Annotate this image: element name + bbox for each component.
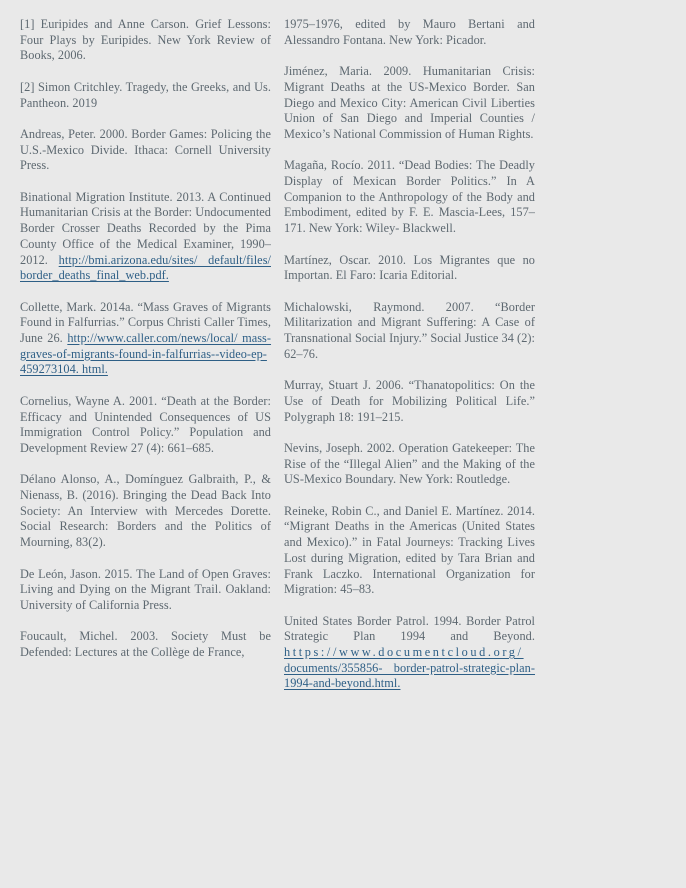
reference-link-caller[interactable]: http://www.caller.com/news/local/ mass-graves-of-migrants-found-in-falfurrias--video-ep-459273104. html. — [20, 331, 272, 377]
reference-text: Foucault, Michel. 2003. Society Must be Defended: Lectures at the Collège de France, — [20, 629, 271, 659]
reference-text: Andreas, Peter. 2000. Border Games: Policing the U.S.-Mexico Divide. Ithaca: Cornell University Press. — [20, 126, 271, 173]
reference-cornelius — [20, 394, 271, 457]
reference-text: Nevins, Joseph. 2002. Operation Gatekeeper: The Rise of the “Illegal Alien” and the Making of the US-Mexico Boundary. New York: Routledge. — [284, 440, 535, 487]
reference-link-bmi[interactable]: http://bmi.arizona.edu/sites/ default/files/ border_deaths_final_web.pdf. — [20, 252, 271, 283]
reference-text: Magaña, Rocío. 2011. “Dead Bodies: The Deadly Display of Mexican Border Politics.” In A Companion to the Anthropology of the Body and Embodiment, edited by F. E. Mascia-Lees, 157–171. New York: Wiley- Blackwell. — [284, 158, 535, 236]
reference-link-documentcloud-path[interactable]: documents/355856- border-patrol-strategic-plan-1994-and-beyond.html. — [284, 660, 535, 691]
reference-reineke — [284, 504, 535, 598]
reference-text: Binational Migration Institute. 2013. A Continued Humanitarian Crisis at the Border: Undocumented Border Crosser Deaths Recorded by the Pima County Office of the Medical Examiner, 1990–2012. — [20, 189, 271, 267]
reference-deleon — [20, 567, 271, 614]
reference-foucault-continued — [284, 17, 535, 48]
reference-nevins — [284, 441, 535, 488]
reference-text: United States Border Patrol. 1994. Border Patrol Strategic Plan 1994 and Beyond. — [284, 613, 535, 644]
references-column-right — [284, 17, 535, 708]
reference-murray — [284, 378, 535, 425]
reference-text: [1] Euripides and Anne Carson. Grief Lessons: Four Plays by Euripides. New York Review of Books, 2006. — [20, 17, 271, 63]
reference-border-patrol — [284, 614, 535, 693]
reference-euripides — [20, 17, 271, 64]
reference-delano — [20, 472, 271, 551]
reference-text: Jiménez, Maria. 2009. Humanitarian Crisis: Migrant Deaths at the US-Mexico Border. San Diego and Mexico City: American Civil Liberties Union of San Diego and Imperial Counties / Mexico’s National Commission of Human Rights. — [284, 64, 535, 141]
reference-critchley — [20, 80, 271, 111]
reference-binational — [20, 190, 271, 284]
reference-text: 1975–1976, edited by Mauro Bertani and Alessandro Fontana. New York: Picador. — [284, 17, 535, 47]
reference-text: Délano Alonso, A., Domínguez Galbraith, P., & Nienass, B. (2016). Bringing the Dead Back Into Society: An Interview with Mercedes Dorette. Social Research: Borders and the Politics of Mourning, 83(2). — [20, 472, 271, 550]
reference-martinez — [284, 253, 535, 284]
reference-magana — [284, 158, 535, 237]
reference-link-documentcloud-host[interactable]: https://www.documentcloud.org/ — [284, 645, 524, 659]
reference-michalowski — [284, 300, 535, 363]
reference-text: De León, Jason. 2015. The Land of Open Graves: Living and Dying on the Migrant Trail. Oakland: University of California Press. — [20, 566, 271, 612]
reference-text: Martínez, Oscar. 2010. Los Migrantes que no Importan. El Faro: Icaria Editorial. — [284, 252, 535, 283]
reference-text: Murray, Stuart J. 2006. “Thanatopolitics: On the Use of Death for Mobilizing Political Life.” Polygraph 18: 191–215. — [284, 378, 535, 424]
reference-text: [2] Simon Critchley. Tragedy, the Greeks, and Us. Pantheon. 2019 — [20, 79, 271, 110]
reference-text: Cornelius, Wayne A. 2001. “Death at the Border: Efficacy and Unintended Consequences of US Immigration Control Policy.” Population and Development Review 27 (4): 661–685. — [20, 393, 271, 455]
reference-collette — [20, 300, 271, 379]
reference-text: Collette, Mark. 2014a. “Mass Graves of Migrants Found in Falfurrias.” Corpus Christi Caller Times, June 26. — [20, 299, 271, 345]
reference-text: Michalowski, Raymond. 2007. “Border Militarization and Migrant Suffering: A Case of Transnational Social Injury.” Social Justice 34 (2): 62–76. — [284, 299, 535, 361]
reference-jimenez — [284, 64, 535, 143]
reference-text: Reineke, Robin C., and Daniel E. Martínez. 2014. “Migrant Deaths in the Americas (United States and Mexico).” in Fatal Journeys: Tracking Lives Lost during Migration, edited by Tara Brian and Frank Laczko. International Organization for Migration: 45–83. — [284, 503, 535, 597]
references-column-left — [20, 17, 271, 676]
reference-foucault — [20, 629, 271, 660]
reference-andreas — [20, 127, 271, 174]
